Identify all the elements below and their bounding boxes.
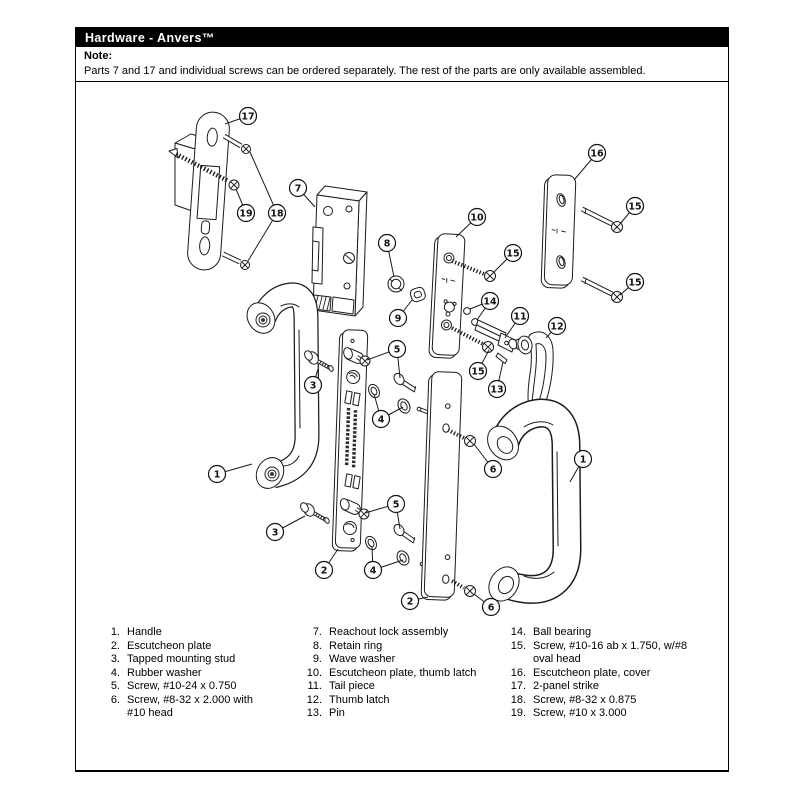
svg-text:9: 9 (394, 313, 402, 325)
page-title-text: Hardware - Anvers™ (85, 31, 215, 45)
parts-list-column-2 (300, 626, 502, 721)
svg-text:1: 1 (213, 469, 221, 481)
part-item-19: 19. Screw, #10 x 3.000 (510, 707, 627, 719)
svg-text:10: 10 (470, 212, 484, 224)
part-item-1: 1. Handle (110, 626, 162, 638)
svg-text:11: 11 (513, 311, 527, 323)
parts-list-column-3 (504, 626, 720, 721)
part-item-5: 5. Screw, #10-24 x 0.750 (110, 680, 237, 692)
part-item-4: 4. Rubber washer (110, 666, 202, 679)
svg-text:16: 16 (590, 148, 604, 160)
svg-text:5: 5 (392, 499, 400, 511)
svg-text:1: 1 (579, 454, 587, 466)
svg-text:6: 6 (487, 602, 495, 614)
svg-text:14: 14 (483, 296, 497, 308)
svg-text:3: 3 (271, 527, 279, 539)
svg-text:4: 4 (369, 565, 377, 577)
svg-text:3: 3 (309, 380, 317, 392)
part-item-18: 18. Screw, #8-32 x 0.875 (510, 693, 637, 706)
svg-text:5: 5 (393, 344, 401, 356)
part-item-9: 9. Wave washer (312, 653, 396, 665)
svg-text:15: 15 (506, 248, 520, 260)
svg-text:12: 12 (550, 321, 564, 333)
svg-text:4: 4 (377, 414, 385, 426)
part-item-2: 2. Escutcheon plate (110, 639, 212, 652)
svg-text:13: 13 (490, 384, 504, 396)
svg-text:2: 2 (406, 596, 414, 608)
svg-text:7: 7 (294, 183, 302, 195)
part-item-14: 14. Ball bearing (510, 626, 592, 638)
part-item-6: 6. Screw, #8-32 x 2.000 with #10 head (110, 693, 253, 719)
part-item-15: 15. Screw, #10-16 ab x 1.750, w/#8 oval head (510, 639, 688, 665)
note-section (76, 47, 728, 82)
svg-text:15: 15 (628, 201, 642, 213)
note-label: Note: (84, 50, 113, 62)
svg-text:8: 8 (383, 238, 391, 250)
part-item-7: 7. Reachout lock assembly (312, 626, 449, 638)
part-item-13: 13. Pin (306, 707, 345, 719)
svg-text:15: 15 (471, 366, 485, 378)
note-text: Parts 7 and 17 and individual screws can be ordered separately. The rest of the parts are only available assembled. (84, 65, 646, 77)
svg-text:17: 17 (241, 111, 255, 123)
svg-text:18: 18 (270, 208, 284, 220)
svg-text:2: 2 (320, 565, 328, 577)
svg-text:19: 19 (239, 208, 253, 220)
part-item-8: 8. Retain ring (312, 639, 383, 652)
part-item-16: 16. Escutcheon plate, cover (510, 666, 651, 679)
parts-list-column-1 (98, 626, 294, 721)
part-item-17: 17. 2-panel strike (510, 680, 600, 692)
part-item-11: 11. Tail piece (307, 680, 375, 692)
part-item-12: 12. Thumb latch (306, 693, 390, 706)
svg-text:15: 15 (628, 277, 642, 289)
part-item-10: 10. Escutcheon plate, thumb latch (306, 666, 477, 679)
page-title (76, 28, 728, 47)
svg-text:6: 6 (489, 464, 497, 476)
part-item-3: 3. Tapped mounting stud (110, 653, 236, 665)
